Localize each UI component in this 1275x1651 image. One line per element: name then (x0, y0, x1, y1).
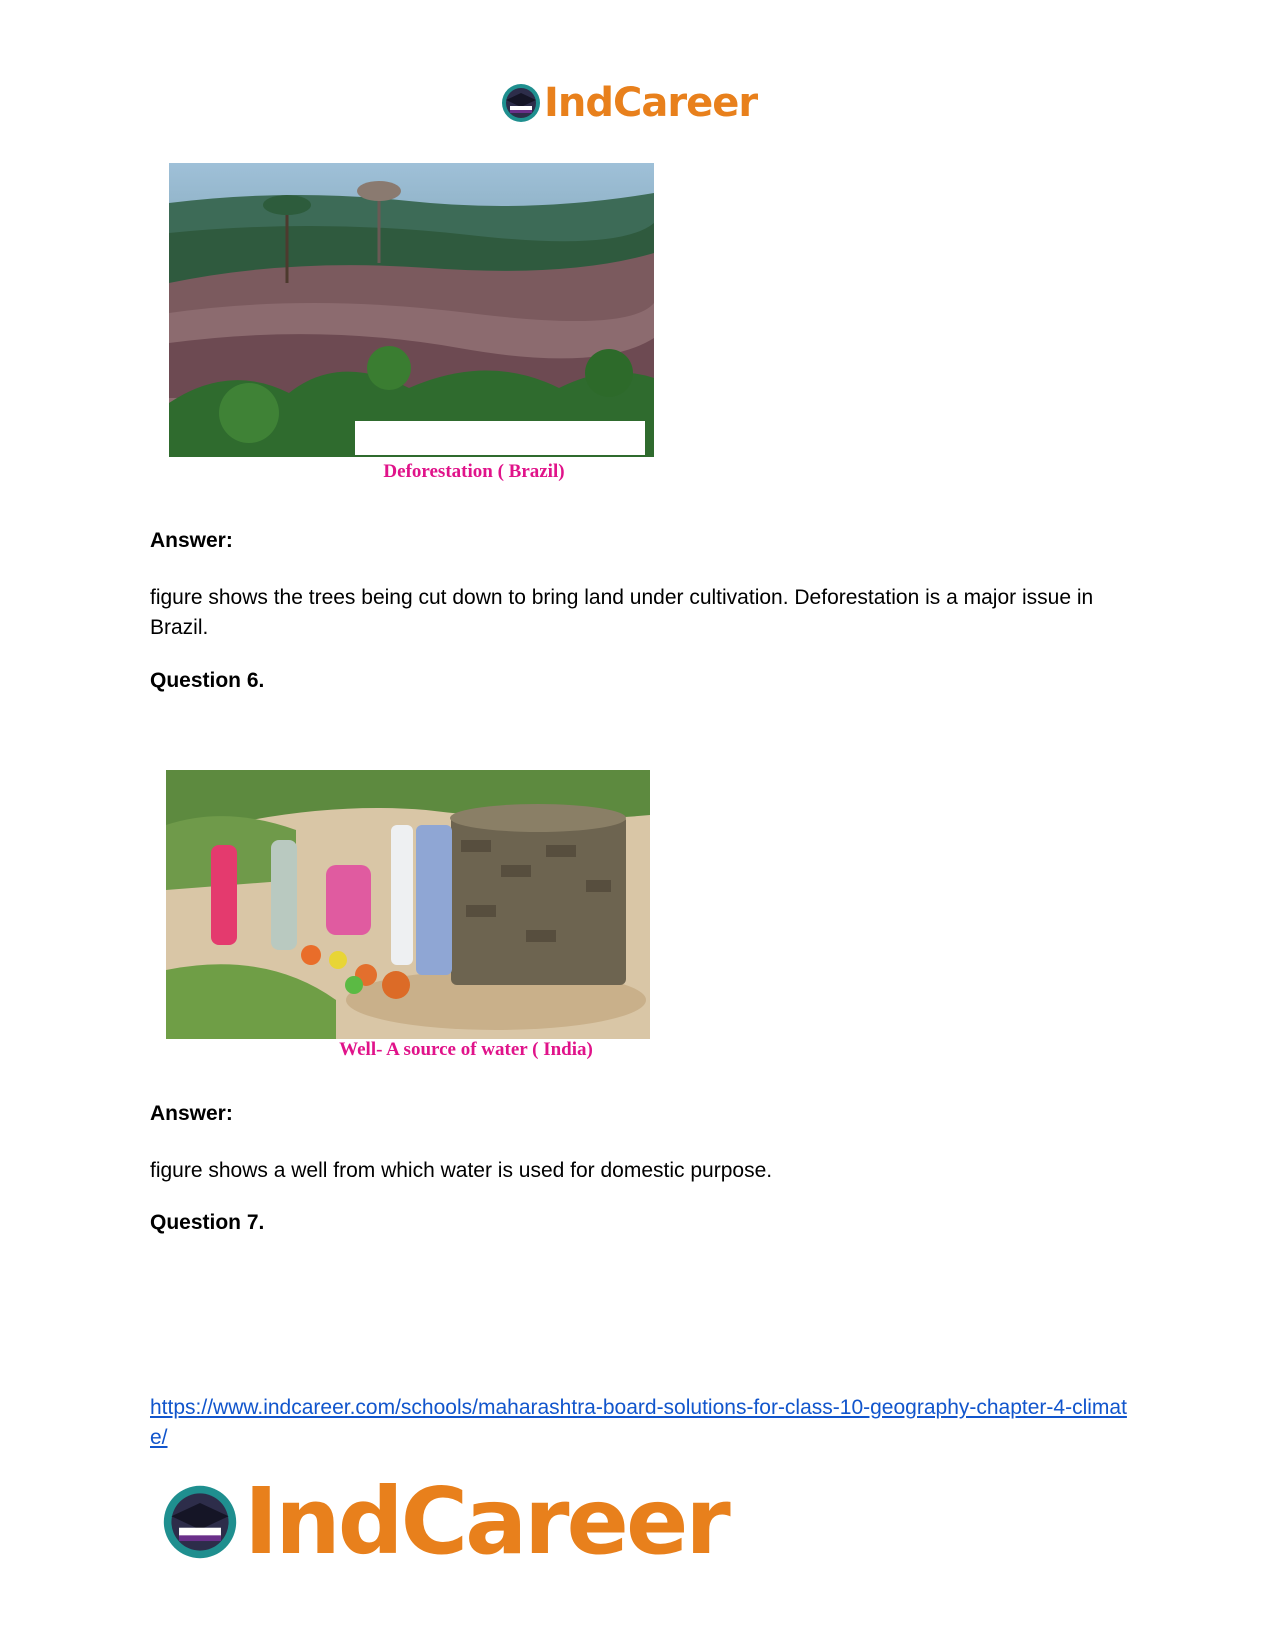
brand-name: IndCareer (244, 1468, 728, 1575)
answer-text: figure shows a well from which water is used for domestic purpose. (150, 1159, 773, 1182)
deforestation-photo (169, 163, 654, 457)
brand-name: IndCareer (544, 80, 758, 126)
well-photo (166, 770, 650, 1039)
source-link[interactable]: https://www.indcareer.com/schools/maharashtra-board-solutions-for-class-10-geography-chapter-4-climate/ (150, 1396, 1127, 1449)
graduation-cap-icon (500, 82, 542, 124)
header-logo (500, 80, 757, 126)
answer-label: Answer: (150, 529, 233, 552)
figure-caption-deforestation: Deforestation ( Brazil) (383, 461, 565, 482)
question-label: Question 7. (150, 1211, 265, 1234)
figure-caption-well: Well- A source of water ( India) (339, 1039, 593, 1060)
answer-label: Answer: (150, 1102, 233, 1125)
graduation-cap-icon (160, 1482, 240, 1562)
answer-text: figure shows the trees being cut down to bring land under cultivation. Deforestation is a major issue in Brazil. (150, 586, 1094, 639)
question-label: Question 6. (150, 669, 265, 692)
footer-logo (160, 1468, 728, 1575)
